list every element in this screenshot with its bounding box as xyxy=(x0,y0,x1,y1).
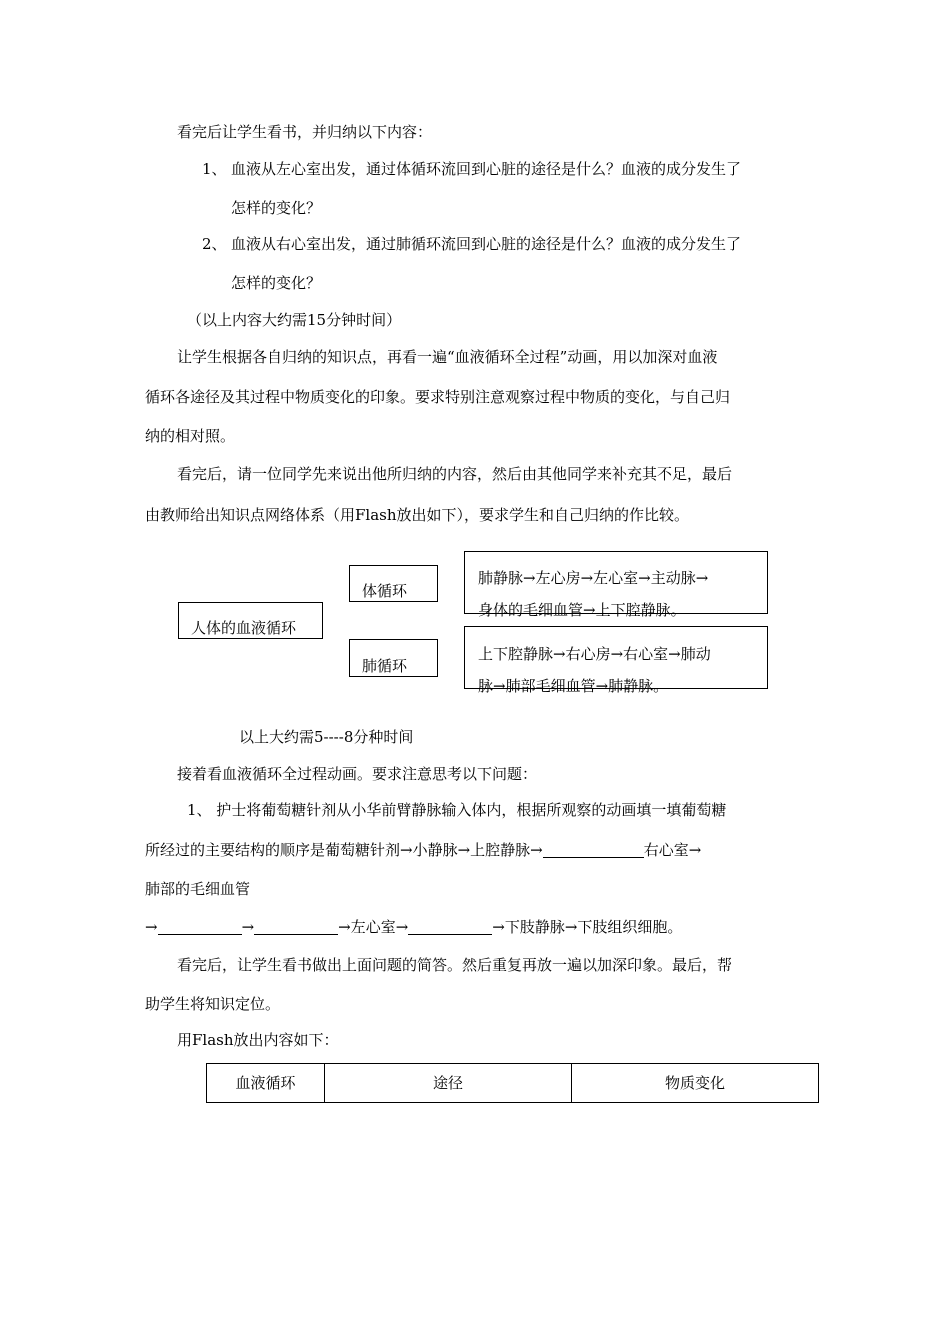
systemic-path-line1: 肺静脉→左心房→左心室→主动脉→ xyxy=(478,569,709,587)
intro-text: 看完后让学生看书，并归纳以下内容： xyxy=(177,123,433,141)
answer-blank-3[interactable] xyxy=(254,920,338,935)
pulmonary-path-line2: 脉→肺部毛细血管→肺静脉。 xyxy=(478,677,669,695)
time-note-1: （以上内容大约需15分钟时间） xyxy=(187,311,402,329)
exercise-tail: →下肢静脉→下肢组织细胞。 xyxy=(492,918,683,936)
para1-line2: 循环各途径及其过程中物质变化的印象。要求特别注意观察过程中物质的变化，与自己归 xyxy=(145,388,731,406)
para2-line1: 看完后，请一位同学先来说出他所归纳的内容，然后由其他同学来补充其不足，最后 xyxy=(177,465,733,483)
systemic-path-line2: 身体的毛细血管→上下腔静脉。 xyxy=(478,601,686,619)
exercise-line3: 肺部的毛细血管 xyxy=(145,880,251,898)
answer-blank-2[interactable] xyxy=(158,920,242,935)
flash-intro: 用Flash放出内容如下： xyxy=(177,1031,339,1049)
pulmonary-path-line1: 上下腔静脉→右心房→右心室→肺动 xyxy=(478,645,711,663)
exercise-line2-start: 所经过的主要结构的顺序是葡萄糖针剂→小静脉→上腔静脉→ xyxy=(145,841,543,859)
question-2-line2: 怎样的变化？ xyxy=(231,274,322,292)
para3: 接着看血液循环全过程动画。要求注意思考以下问题： xyxy=(177,765,538,783)
header-substance-change: 物质变化 xyxy=(572,1064,819,1103)
para4-line1: 看完后，让学生看书做出上面问题的简答。然后重复再放一遍以加深印象。最后，帮 xyxy=(177,956,733,974)
arrow-2: → xyxy=(241,918,255,936)
para1-line3: 纳的相对照。 xyxy=(145,427,236,445)
exercise-line2 xyxy=(145,843,701,858)
exercise-line4 xyxy=(145,920,682,935)
header-path: 途径 xyxy=(325,1064,572,1103)
pulmonary-label: 肺循环 xyxy=(362,657,408,675)
exercise-line2-end: 右心室→ xyxy=(643,841,702,859)
header-circulation: 血液循环 xyxy=(207,1064,325,1103)
exercise-line1: 1、 护士将葡萄糖针剂从小华前臂静脉输入体内，根据所观察的动画填一填葡萄糖 xyxy=(187,801,727,819)
question-1-number: 1、 xyxy=(202,160,227,178)
systemic-label: 体循环 xyxy=(362,582,408,600)
table-header-row xyxy=(207,1064,819,1103)
question-2-line1: 血液从右心室出发，通过肺循环流回到心脏的途径是什么？血液的成分发生了 xyxy=(231,235,742,253)
time-note-2: 以上大约需5----8分种时间 xyxy=(239,728,414,746)
question-1-line1: 血液从左心室出发，通过体循环流回到心脏的途径是什么？血液的成分发生了 xyxy=(231,160,742,178)
left-ventricle-text: →左心室→ xyxy=(338,918,409,936)
arrow-1: → xyxy=(145,918,158,936)
question-1-line2: 怎样的变化？ xyxy=(231,199,322,217)
answer-blank-4[interactable] xyxy=(408,920,492,935)
answer-blank-1[interactable] xyxy=(543,843,644,858)
root-label: 人体的血液循环 xyxy=(191,619,297,637)
para1-line1: 让学生根据各自归纳的知识点，再看一遍“血液循环全过程”动画，用以加深对血液 xyxy=(177,348,718,366)
para4-line2: 助学生将知识定位。 xyxy=(145,995,281,1013)
para2-line2: 由教师给出知识点网络体系（用Flash放出如下），要求学生和自己归纳的作比较。 xyxy=(145,506,690,524)
circulation-table xyxy=(206,1063,819,1103)
question-2-number: 2、 xyxy=(202,235,227,253)
